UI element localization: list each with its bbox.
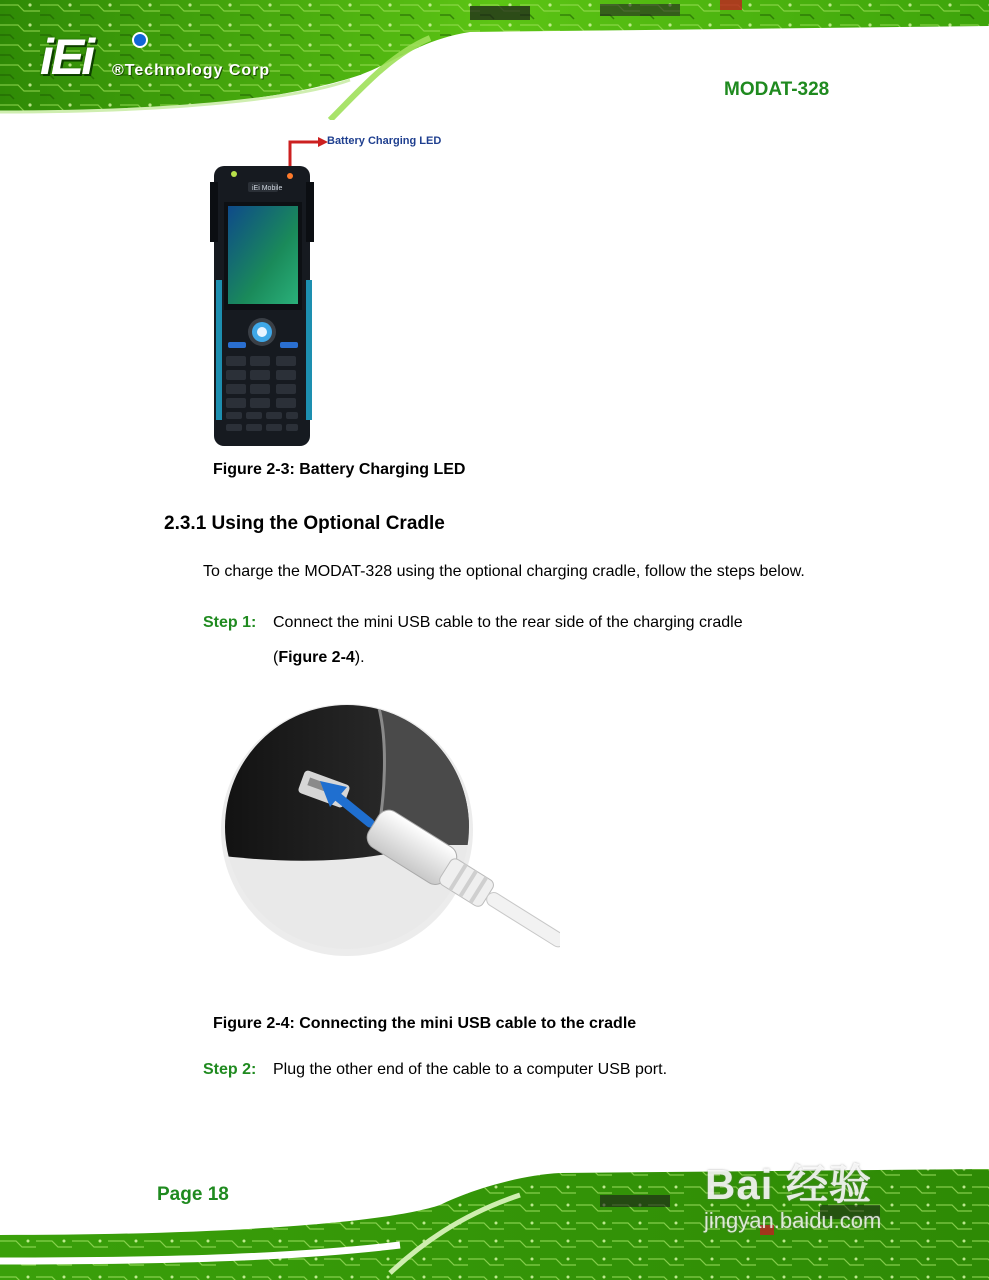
document-title: MODAT-328 bbox=[724, 79, 830, 100]
company-logo bbox=[40, 29, 320, 92]
figure-usb-cable bbox=[215, 695, 560, 1000]
logo-iei-text: iEi bbox=[40, 29, 93, 85]
logo-tagline: ®Technology Corp bbox=[112, 62, 271, 79]
logo-dot-icon bbox=[132, 32, 148, 48]
step-1-label: Step 1: bbox=[203, 614, 257, 631]
figure-2-4-caption: Figure 2-4: Connecting the mini USB cable to the cradle bbox=[213, 1015, 637, 1032]
figure-2-4-link[interactable]: Figure 2-4 bbox=[278, 649, 355, 666]
led-callout-label: Battery Charging LED bbox=[327, 135, 442, 147]
baidu-watermark: Bai 经验 bbox=[705, 1161, 873, 1208]
figure-2-3-caption: Figure 2-3: Battery Charging LED bbox=[213, 461, 466, 478]
ref-open-paren: ( bbox=[273, 649, 279, 666]
battery-led-icon bbox=[287, 173, 293, 179]
figure-battery-led bbox=[210, 130, 470, 450]
status-led-icon bbox=[231, 171, 237, 177]
usb-cradle-image bbox=[215, 695, 560, 1000]
baidu-watermark-url: jingyan.baidu.com bbox=[704, 1208, 882, 1233]
section-heading: 2.3.1 Using the Optional Cradle bbox=[164, 513, 445, 534]
step-2-text: Plug the other end of the cable to a computer USB port. bbox=[273, 1061, 668, 1078]
page-number: Page 18 bbox=[157, 1184, 229, 1205]
device-brand-label: iEi Mobile bbox=[252, 185, 283, 192]
section-intro: To charge the MODAT-328 using the optional charging cradle, follow the steps below. bbox=[203, 563, 805, 580]
ref-close-paren: ). bbox=[354, 649, 365, 666]
step-1-figure-ref bbox=[273, 649, 365, 667]
step-1-text: Connect the mini USB cable to the rear side of the charging cradle bbox=[273, 614, 743, 631]
step-2-label: Step 2: bbox=[203, 1061, 257, 1078]
handheld-device-image bbox=[210, 130, 470, 450]
